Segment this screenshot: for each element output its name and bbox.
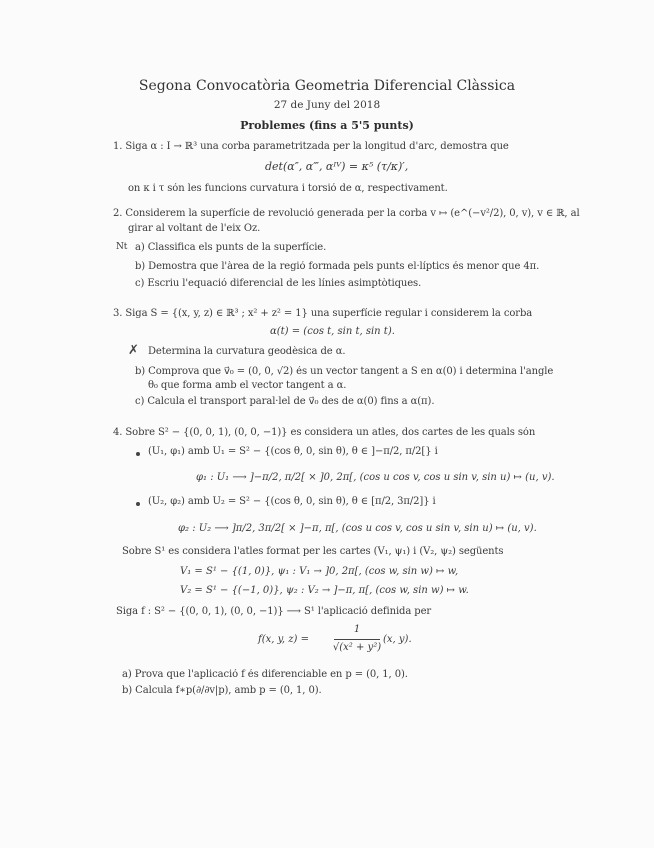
problem-3-part-a: Determina la curvatura geodèsica de α.	[148, 346, 346, 357]
problem-2-statement: 2. Considerem la superfície de revolució generada per la corba v ↦ (e^(−v²/2), 0, v), v ∈ ℝ, al	[113, 208, 580, 219]
fraction-bar	[334, 639, 380, 640]
exam-title: Segona Convocatòria Geometria Diferencial Clàssica	[138, 78, 516, 94]
problem-4-part-b: b) Calcula f∗p(∂/∂v|p), amb p = (0, 1, 0).	[122, 685, 322, 696]
problem-4-f-lhs: f(x, y, z) =	[258, 634, 310, 645]
problem-4-part-a: a) Prova que l'aplicació f és diferenciable en p = (0, 1, 0).	[122, 669, 408, 680]
exam-date: 27 de Juny del 2018	[273, 99, 381, 111]
problem-2-statement-cont: girar al voltant de l'eix Oz.	[128, 223, 261, 234]
problem-4-chart-2: (U₂, φ₂) amb U₂ = S² − {(cos θ, 0, sin θ), θ ∈ [π/2, 3π/2]} i	[148, 496, 436, 507]
problem-2-part-c: c) Escriu l'equació diferencial de les línies asimptòtiques.	[135, 278, 422, 289]
problem-2-part-b: b) Demostra que l'àrea de la regió formada pels punts el·líptics és menor que 4π.	[135, 261, 540, 272]
problem-3-formula: α(t) = (cos t, sin t, sin t).	[270, 326, 395, 337]
problem-4-statement: 4. Sobre S² − {(0, 0, 1), (0, 0, −1)} es considera un atles, dos cartes de les quals són	[113, 427, 536, 438]
bullet-icon	[136, 502, 140, 506]
bullet-icon	[136, 452, 140, 456]
problem-4-f-definition: Siga f : S² − {(0, 0, 1), (0, 0, −1)} ⟶ S¹ l'aplicació definida per	[116, 606, 432, 617]
problem-4-chart-1-map: φ₁ : U₁ ⟶ ]−π/2, π/2[ × ]0, 2π[, (cos u cos v, cos u sin v, sin u) ↦ (u, v).	[196, 472, 555, 483]
problem-3-part-b-cont: θ₀ que forma amb el vector tangent a α.	[148, 380, 347, 391]
problem-4-chart-1: (U₁, φ₁) amb U₁ = S² − {(cos θ, 0, sin θ), θ ∈ ]−π/2, π/2[} i	[148, 446, 438, 457]
problem-2-part-a: a) Classifica els punts de la superfície.	[135, 242, 327, 253]
problem-4-s1-chart-2: V₂ = S¹ − {(−1, 0)}, ψ₂ : V₂ → ]−π, π[, (cos w, sin w) ↦ w.	[180, 585, 469, 596]
problem-4-f-numerator: 1	[353, 624, 361, 635]
problem-3-part-b: b) Comprova que v⃗₀ = (0, 0, √2) és un vector tangent a S en α(0) i determina l'angle	[135, 366, 554, 377]
problem-3-statement: 3. Siga S = {(x, y, z) ∈ ℝ³ ; x² + z² = 1} una superfície regular i considerem la corba	[113, 308, 533, 319]
exam-subtitle: Problemes (fins a 5'5 punts)	[240, 119, 414, 132]
problem-1-formula: det(α″, α‴, αᴵⱽ) = κ⁵ (τ/κ)′,	[265, 160, 409, 173]
problem-4-f-denominator: √(x² + y²)	[332, 642, 382, 653]
problem-4-s1-chart-1: V₁ = S¹ − {(1, 0)}, ψ₁ : V₁ → ]0, 2π[, (cos w, sin w) ↦ w,	[180, 566, 459, 577]
problem-4-f-rhs: (x, y).	[383, 634, 412, 645]
problem-1-statement: 1. Siga α : I → ℝ³ una corba parametritzada per la longitud d'arc, demostra que	[113, 141, 509, 152]
problem-3-part-c: c) Calcula el transport paral·lel de v⃗₀ des de α(0) fins a α(π).	[135, 396, 435, 407]
problem-1-note: on κ i τ són les funcions curvatura i torsió de α, respectivament.	[128, 183, 448, 194]
problem-4-chart-2-map: φ₂ : U₂ ⟶ ]π/2, 3π/2[ × ]−π, π[, (cos u cos v, cos u sin v, sin u) ↦ (u, v).	[178, 523, 537, 534]
problem-4-s1-intro: Sobre S¹ es considera l'atles format per les cartes (V₁, ψ₁) i (V₂, ψ₂) següents	[122, 546, 504, 557]
handwritten-check-icon: ✗	[128, 343, 139, 358]
handwritten-margin-note: Nt	[116, 242, 128, 252]
